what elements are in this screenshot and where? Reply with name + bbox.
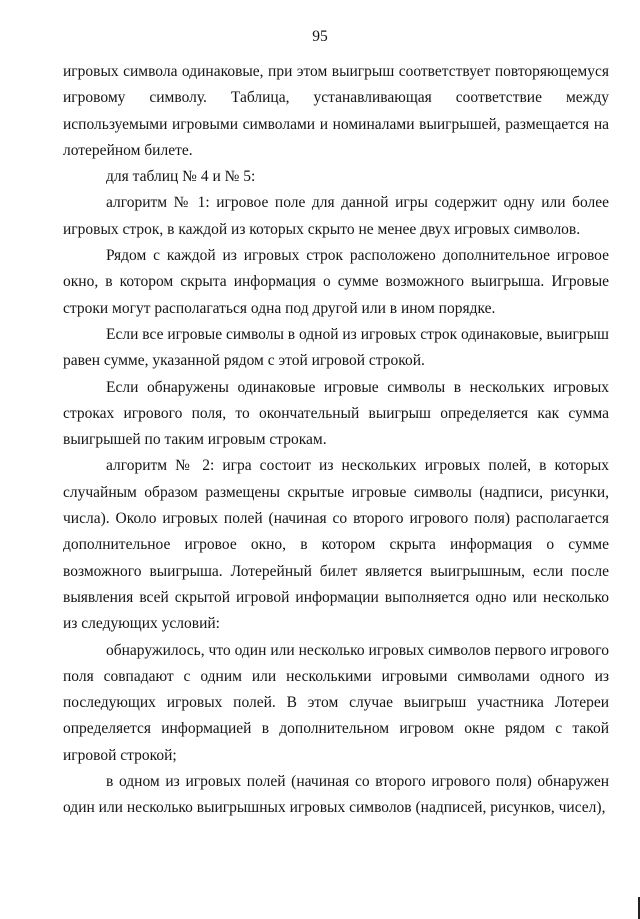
paragraph: обнаружилось, что один или несколько игровых символов первого игрового поля совпадают с одним или несколькими игровыми символами одного из последующих игровых полей. В этом случае выигрыш участника Лотереи определяется информацией в дополнительном игровом окне рядом с такой игровой строкой; [63,641,609,764]
paragraph: игровых символа одинаковые, при этом выигрыш соответствует повторяющемуся игровому символу. Таблица, устанавливающая соответствие между используемыми игровыми символами и номиналами выигрышей, размещается на лотерейном билете. [63,63,609,159]
paragraph: алгоритм № 2: игра состоит из нескольких игровых полей, в которых случайным образом размещены скрытые игровые символы (надписи, рисунки, числа). Около игровых полей (начиная со второго игрового поля) располагается дополнительное игровое окно, в котором скрыта информация о сумме возможного выигрыша. Лотерейный билет является выигрышным, если после выявления всей скрытой игровой информации выполняется одно или несколько из следующих условий: [63,457,609,633]
paragraph: Если все игровые символы в одной из игровых строк одинаковые, выигрыш равен сумме, указанной рядом с этой игровой строкой. [63,325,609,370]
paragraph: алгоритм № 1: игровое поле для данной игры содержит одну или более игровых строк, в каждой из которых скрыто не менее двух игровых символов. [63,194,609,238]
document-body [63,59,609,822]
paragraph: Рядом с каждой из игровых строк расположено дополнительное игровое окно, в котором скрыта информация о сумме возможного выигрыша. Игровые строки могут располагаться одна под другой или в ином порядке. [63,247,609,317]
paragraph: для таблиц № 4 и № 5: [106,168,256,186]
page-number: 95 [312,28,328,45]
paragraph: Если обнаружены одинаковые игровые символы в нескольких игровых строках игрового поля, то окончательный выигрыш определяется как сумма выигрышей по таким игровым строкам. [63,378,609,449]
paragraph: в одном из игровых полей (начиная со второго игрового поля) обнаружен один или несколько выигрышных игровых символов (надписей, рисунков, чисел), [63,773,609,817]
